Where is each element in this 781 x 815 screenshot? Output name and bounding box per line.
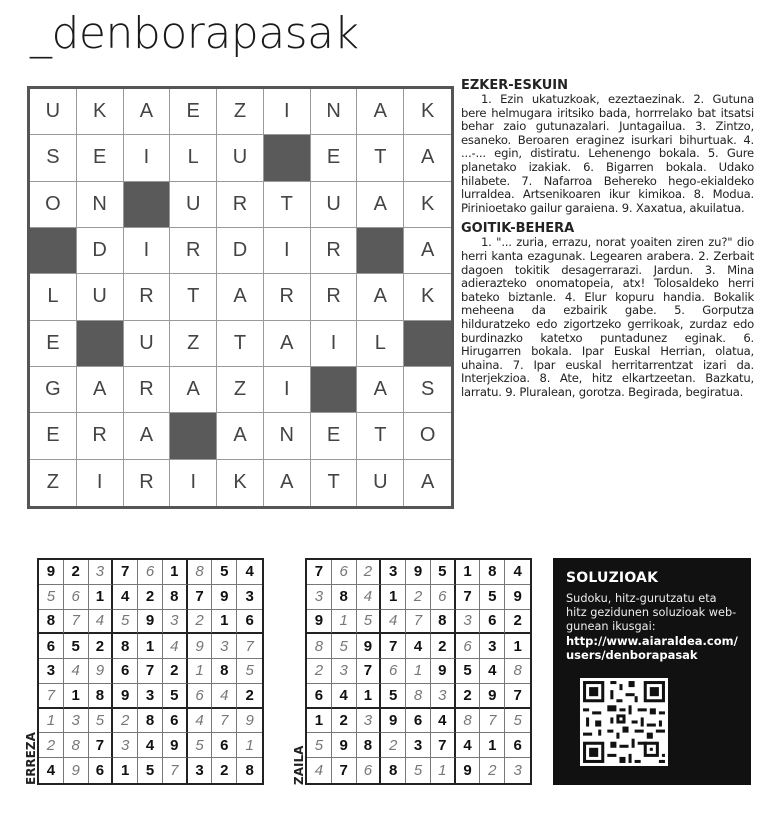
sudoku-cell: 2 bbox=[138, 585, 163, 610]
crossword-cell: T bbox=[170, 274, 217, 320]
sudoku-cell: 3 bbox=[163, 610, 188, 635]
crossword-cell: A bbox=[264, 321, 311, 367]
crossword-cell: U bbox=[311, 182, 358, 228]
sudoku-cell: 2 bbox=[406, 585, 431, 610]
crossword-cell: R bbox=[124, 274, 171, 320]
sudoku-cell: 7 bbox=[332, 758, 357, 783]
sudoku-cell: 9 bbox=[357, 634, 382, 659]
sudoku-cell: 6 bbox=[480, 610, 505, 635]
sudoku-cell: 1 bbox=[138, 634, 163, 659]
sudoku-cell: 1 bbox=[480, 733, 505, 758]
crossword-cell: I bbox=[311, 321, 358, 367]
crossword-cell: A bbox=[357, 367, 404, 413]
sudoku-cell: 1 bbox=[89, 585, 114, 610]
sudoku-cell: 1 bbox=[381, 585, 406, 610]
crossword-cell: R bbox=[217, 182, 264, 228]
sudoku-cell: 1 bbox=[188, 659, 213, 684]
sudoku-cell: 8 bbox=[505, 659, 530, 684]
sudoku-cell: 5 bbox=[89, 709, 114, 734]
crossword-cell: R bbox=[264, 274, 311, 320]
sudoku-cell: 9 bbox=[307, 610, 332, 635]
crossword-cell: U bbox=[217, 135, 264, 181]
sudoku-cell: 9 bbox=[113, 684, 138, 709]
crossword-cell: L bbox=[357, 321, 404, 367]
sudoku-cell: 3 bbox=[456, 610, 481, 635]
sudoku-cell: 4 bbox=[237, 560, 262, 585]
sudoku-cell: 2 bbox=[431, 634, 456, 659]
sudoku-cell: 5 bbox=[406, 758, 431, 783]
crossword-cell: E bbox=[77, 135, 124, 181]
crossword-cell: A bbox=[404, 135, 451, 181]
sudoku-cell: 9 bbox=[456, 758, 481, 783]
sudoku-cell: 6 bbox=[163, 709, 188, 734]
sudoku-cell: 8 bbox=[357, 733, 382, 758]
sudoku-cell: 9 bbox=[431, 659, 456, 684]
sudoku-cell: 4 bbox=[480, 659, 505, 684]
sudoku-cell: 6 bbox=[188, 684, 213, 709]
crossword-black-cell bbox=[264, 135, 311, 181]
sudoku-cell: 7 bbox=[64, 610, 89, 635]
sudoku-cell: 2 bbox=[307, 659, 332, 684]
sudoku-cell: 4 bbox=[113, 585, 138, 610]
sudoku-easy-grid bbox=[37, 558, 264, 785]
crossword-cell: G bbox=[30, 367, 77, 413]
crossword-cell: R bbox=[77, 413, 124, 459]
sudoku-cell: 3 bbox=[237, 585, 262, 610]
across-clues: 1. Ezin ukatuzkoak, ezeztaezinak. 2. Gutuna bere helmugara iritsiko bada, horrrelako bat itsatsi behar zaio gutunazalari. Juntagailua. 3. Zintzo, esaneko. Beroaren eraginez isurkari bihurtuak. 4. ...-... egin, distiratu. Lehenengo bokala. 5. Gure planetako izakiak. 6. Bigarren bokala. Udako hilabete. 7. Nafarroa Behereko hego-ekialdeko lurraldea. Artsenikoaren ikur kimikoa. 8. Modua. Pirinioetako gailur garaiena. 9. Xaxatua, akuilatua. bbox=[461, 92, 754, 215]
crossword-cell: A bbox=[357, 182, 404, 228]
crossword-black-cell bbox=[30, 228, 77, 274]
sudoku-cell: 8 bbox=[245, 762, 254, 780]
sudoku-cell: 5 bbox=[212, 560, 237, 585]
sudoku-cell: 1 bbox=[332, 610, 357, 635]
crossword-cell: L bbox=[30, 274, 77, 320]
sudoku-cell: 8 bbox=[138, 709, 163, 734]
sudoku-cell: 9 bbox=[163, 733, 188, 758]
sudoku-cell: 9 bbox=[188, 634, 213, 659]
sudoku-cell: 2 bbox=[505, 610, 530, 635]
sudoku-cell: 8 bbox=[480, 560, 505, 585]
crossword-cell: U bbox=[30, 89, 77, 135]
sudoku-cell: 8 bbox=[163, 585, 188, 610]
sudoku-cell: 4 bbox=[64, 659, 89, 684]
sudoku-cell: 6 bbox=[64, 585, 89, 610]
sudoku-cell: 7 bbox=[237, 634, 262, 659]
sudoku-cell: 9 bbox=[381, 709, 406, 734]
crossword-cell: T bbox=[357, 135, 404, 181]
sudoku-cell: 4 bbox=[505, 560, 530, 585]
sudoku-cell: 3 bbox=[480, 634, 505, 659]
sudoku-cell: 5 bbox=[188, 733, 213, 758]
crossword-cell: E bbox=[170, 89, 217, 135]
crossword-cell: R bbox=[311, 274, 358, 320]
crossword-cell: A bbox=[217, 413, 264, 459]
sudoku-cell: 8 bbox=[39, 610, 64, 635]
sudoku-hard-label: ZAILA bbox=[292, 745, 306, 785]
sudoku-cell: 2 bbox=[39, 733, 64, 758]
sudoku-cell: 8 bbox=[89, 684, 114, 709]
crossword-cell: O bbox=[30, 182, 77, 228]
down-clues: 1. "... zuria, errazu, norat yoaiten ziren zu?" dio herri kanta ezagunak. Legearen arabera. 2. Zerbait dagoen tokitik desagerrarazi. Jardun. 3. Mina adierazteko onomatopeia, atx! Tolosaldeko herri bateko biztanle. 4. Elur kopuru handia. Bokalik meheena da ezbairik gabe. 5. Gorputza hilduratzeko edo zigortzeko gerrikoak, zurdaz edo burdinazko katetxo puntadunez eginak. 6. Hirugarren bokala. Ipar Euskal Herrian, olatua, uhaina. 7. Ipar euskal herritarrentzat izari da. Interjekzioa. 8. Ate, hitz elkartzeetan. Bazkatu, larratu. 9. Pluralean, gorotza. Begirada, begiratua. bbox=[461, 235, 754, 399]
sudoku-cell: 3 bbox=[431, 684, 456, 709]
solutions-box bbox=[553, 558, 751, 785]
sudoku-cell: 7 bbox=[113, 560, 138, 585]
across-heading: EZKER-ESKUIN bbox=[461, 78, 569, 93]
sudoku-cell: 4 bbox=[381, 610, 406, 635]
crossword-black-cell bbox=[404, 321, 451, 367]
sudoku-cell: 4 bbox=[307, 758, 332, 783]
crossword-cell: R bbox=[124, 367, 171, 413]
sudoku-cell: 4 bbox=[89, 610, 114, 635]
sudoku-cell: 6 bbox=[456, 634, 481, 659]
crossword-cell: K bbox=[404, 274, 451, 320]
crossword-cell: Z bbox=[217, 367, 264, 413]
sudoku-cell: 2 bbox=[456, 684, 481, 709]
solutions-link[interactable]: http://www.aiaraldea.com/ users/denborapasak bbox=[566, 634, 738, 662]
sudoku-cell: 8 bbox=[431, 610, 456, 635]
sudoku-cell: 6 bbox=[332, 560, 357, 585]
crossword-cell: K bbox=[404, 89, 451, 135]
crossword-cell: R bbox=[170, 228, 217, 274]
sudoku-cell: 5 bbox=[431, 560, 456, 585]
sudoku-cell: 1 bbox=[406, 659, 431, 684]
crossword-cell: L bbox=[170, 135, 217, 181]
crossword-cell: T bbox=[311, 460, 358, 506]
crossword-cell: U bbox=[77, 274, 124, 320]
sudoku-cell: 7 bbox=[188, 585, 213, 610]
crossword-cell: Z bbox=[30, 460, 77, 506]
sudoku-cell: 7 bbox=[89, 733, 114, 758]
sudoku-cell: 1 bbox=[357, 684, 382, 709]
sudoku-cell: 9 bbox=[39, 560, 64, 585]
crossword-cell: A bbox=[357, 274, 404, 320]
sudoku-cell: 4 bbox=[431, 709, 456, 734]
crossword-cell: S bbox=[30, 135, 77, 181]
sudoku-cell: 8 bbox=[332, 585, 357, 610]
sudoku-cell: 8 bbox=[307, 634, 332, 659]
sudoku-cell: 2 bbox=[113, 709, 138, 734]
sudoku-cell: 9 bbox=[332, 733, 357, 758]
sudoku-cell: 7 bbox=[307, 560, 332, 585]
sudoku-cell: 1 bbox=[212, 610, 237, 635]
crossword-cell: U bbox=[170, 182, 217, 228]
crossword-grid bbox=[27, 86, 454, 509]
crossword-cell: D bbox=[77, 228, 124, 274]
crossword-cell: A bbox=[124, 89, 171, 135]
solutions-heading: SOLUZIOAK bbox=[566, 570, 659, 586]
crossword-cell: A bbox=[357, 89, 404, 135]
crossword-cell: E bbox=[30, 321, 77, 367]
sudoku-cell: 8 bbox=[381, 758, 406, 783]
sudoku-cell: 8 bbox=[64, 733, 89, 758]
crossword-black-cell bbox=[124, 182, 171, 228]
sudoku-cell: 9 bbox=[480, 684, 505, 709]
page-title: _denborapasak bbox=[30, 8, 359, 59]
sudoku-cell: 1 bbox=[307, 709, 332, 734]
crossword-cell: N bbox=[77, 182, 124, 228]
crossword-cell: E bbox=[311, 135, 358, 181]
sudoku-cell: 7 bbox=[163, 758, 188, 783]
sudoku-cell: 5 bbox=[505, 709, 530, 734]
sudoku-cell: 7 bbox=[480, 709, 505, 734]
sudoku-cell: 1 bbox=[456, 560, 481, 585]
crossword-cell: N bbox=[311, 89, 358, 135]
sudoku-cell: 4 bbox=[188, 709, 213, 734]
sudoku-cell: 8 bbox=[188, 560, 213, 585]
sudoku-cell: 7 bbox=[212, 709, 237, 734]
crossword-cell: K bbox=[77, 89, 124, 135]
sudoku-cell: 4 bbox=[163, 634, 188, 659]
crossword-cell: S bbox=[404, 367, 451, 413]
sudoku-cell: 9 bbox=[237, 709, 262, 734]
sudoku-cell: 9 bbox=[406, 560, 431, 585]
sudoku-cell: 7 bbox=[406, 610, 431, 635]
sudoku-cell: 8 bbox=[456, 709, 481, 734]
crossword-cell: T bbox=[264, 182, 311, 228]
crossword-cell: I bbox=[77, 460, 124, 506]
crossword-cell: A bbox=[404, 228, 451, 274]
sudoku-cell: 3 bbox=[64, 709, 89, 734]
sudoku-cell: 3 bbox=[307, 585, 332, 610]
sudoku-cell: 2 bbox=[212, 758, 237, 783]
crossword-black-cell bbox=[77, 321, 124, 367]
crossword-cell: A bbox=[217, 274, 264, 320]
sudoku-cell: 5 bbox=[39, 585, 64, 610]
crossword-cell: A bbox=[264, 460, 311, 506]
crossword-cell: R bbox=[311, 228, 358, 274]
sudoku-cell: 2 bbox=[381, 733, 406, 758]
sudoku-cell: 8 bbox=[212, 659, 237, 684]
crossword-cell: I bbox=[124, 228, 171, 274]
sudoku-cell: 6 bbox=[237, 610, 262, 635]
sudoku-cell: 4 bbox=[456, 733, 481, 758]
sudoku-cell: 5 bbox=[163, 684, 188, 709]
sudoku-cell: 5 bbox=[332, 634, 357, 659]
crossword-cell: D bbox=[217, 228, 264, 274]
sudoku-cell: 1 bbox=[113, 758, 138, 783]
sudoku-cell: 1 bbox=[431, 758, 456, 783]
sudoku-cell: 2 bbox=[480, 758, 505, 783]
crossword-cell: R bbox=[124, 460, 171, 506]
crossword-cell: U bbox=[124, 321, 171, 367]
sudoku-cell: 4 bbox=[406, 634, 431, 659]
sudoku-cell: 9 bbox=[505, 585, 530, 610]
crossword-cell: T bbox=[217, 321, 264, 367]
sudoku-cell: 6 bbox=[381, 659, 406, 684]
sudoku-cell: 3 bbox=[188, 758, 213, 783]
sudoku-cell: 5 bbox=[237, 659, 262, 684]
sudoku-cell: 5 bbox=[357, 610, 382, 635]
sudoku-cell: 3 bbox=[381, 560, 406, 585]
sudoku-cell: 4 bbox=[212, 684, 237, 709]
sudoku-cell: 3 bbox=[513, 762, 522, 780]
sudoku-cell: 7 bbox=[381, 634, 406, 659]
sudoku-cell: 6 bbox=[406, 709, 431, 734]
solutions-text: Sudoku, hitz-gurutzatu eta hitz gezidunen soluzioak web-gunean ikusgai: bbox=[566, 592, 737, 633]
sudoku-cell: 6 bbox=[39, 634, 64, 659]
sudoku-cell: 4 bbox=[39, 758, 64, 783]
sudoku-cell: 3 bbox=[89, 560, 114, 585]
crossword-black-cell bbox=[357, 228, 404, 274]
sudoku-cell: 3 bbox=[406, 733, 431, 758]
sudoku-cell: 6 bbox=[212, 733, 237, 758]
sudoku-cell: 6 bbox=[357, 758, 382, 783]
sudoku-cell: 6 bbox=[113, 659, 138, 684]
qr-code-icon[interactable] bbox=[580, 678, 668, 766]
sudoku-cell: 5 bbox=[480, 585, 505, 610]
sudoku-cell: 3 bbox=[332, 659, 357, 684]
sudoku-cell: 9 bbox=[212, 585, 237, 610]
crossword-cell: I bbox=[124, 135, 171, 181]
sudoku-cell: 5 bbox=[381, 684, 406, 709]
sudoku-cell: 9 bbox=[89, 659, 114, 684]
crossword-cell: E bbox=[311, 413, 358, 459]
sudoku-cell: 9 bbox=[138, 610, 163, 635]
sudoku-cell: 5 bbox=[64, 634, 89, 659]
crossword-cell: I bbox=[264, 228, 311, 274]
sudoku-cell: 6 bbox=[138, 560, 163, 585]
sudoku-cell: 2 bbox=[163, 659, 188, 684]
sudoku-easy-label: ERREZA bbox=[24, 732, 38, 785]
sudoku-cell: 3 bbox=[138, 684, 163, 709]
crossword-clues bbox=[461, 78, 754, 405]
sudoku-cell: 8 bbox=[406, 684, 431, 709]
sudoku-cell: 2 bbox=[89, 634, 114, 659]
sudoku-cell: 6 bbox=[307, 684, 332, 709]
crossword-cell: K bbox=[217, 460, 264, 506]
crossword-cell: Z bbox=[170, 321, 217, 367]
sudoku-hard-grid bbox=[305, 558, 532, 785]
sudoku-cell: 4 bbox=[138, 733, 163, 758]
sudoku-cell: 8 bbox=[113, 634, 138, 659]
sudoku-cell: 7 bbox=[431, 733, 456, 758]
sudoku-cell: 7 bbox=[39, 684, 64, 709]
crossword-cell: A bbox=[420, 471, 435, 494]
sudoku-cell: 7 bbox=[357, 659, 382, 684]
sudoku-cell: 5 bbox=[113, 610, 138, 635]
crossword-cell: Z bbox=[217, 89, 264, 135]
crossword-cell: I bbox=[264, 89, 311, 135]
sudoku-cell: 3 bbox=[357, 709, 382, 734]
sudoku-cell: 5 bbox=[307, 733, 332, 758]
crossword-cell: A bbox=[170, 367, 217, 413]
crossword-black-cell bbox=[170, 413, 217, 459]
sudoku-cell: 2 bbox=[332, 709, 357, 734]
sudoku-cell: 3 bbox=[113, 733, 138, 758]
sudoku-cell: 6 bbox=[89, 758, 114, 783]
crossword-black-cell bbox=[311, 367, 358, 413]
sudoku-cell: 1 bbox=[39, 709, 64, 734]
sudoku-cell: 4 bbox=[332, 684, 357, 709]
sudoku-cell: 6 bbox=[505, 733, 530, 758]
sudoku-cell: 5 bbox=[138, 758, 163, 783]
sudoku-cell: 1 bbox=[163, 560, 188, 585]
crossword-cell: A bbox=[77, 367, 124, 413]
sudoku-cell: 9 bbox=[64, 758, 89, 783]
crossword-cell: I bbox=[264, 367, 311, 413]
sudoku-cell: 2 bbox=[64, 560, 89, 585]
sudoku-cell: 4 bbox=[357, 585, 382, 610]
sudoku-cell: 2 bbox=[188, 610, 213, 635]
crossword-cell: A bbox=[124, 413, 171, 459]
sudoku-cell: 7 bbox=[138, 659, 163, 684]
sudoku-cell: 6 bbox=[431, 585, 456, 610]
sudoku-cell: 3 bbox=[39, 659, 64, 684]
sudoku-cell: 7 bbox=[505, 684, 530, 709]
sudoku-cell: 7 bbox=[456, 585, 481, 610]
sudoku-cell: 3 bbox=[212, 634, 237, 659]
crossword-cell: K bbox=[404, 182, 451, 228]
sudoku-cell: 5 bbox=[456, 659, 481, 684]
sudoku-cell: 2 bbox=[357, 560, 382, 585]
sudoku-cell: 1 bbox=[505, 634, 530, 659]
sudoku-cell: 2 bbox=[237, 684, 262, 709]
crossword-cell: O bbox=[404, 413, 451, 459]
crossword-cell: T bbox=[357, 413, 404, 459]
sudoku-cell: 1 bbox=[237, 733, 262, 758]
sudoku-cell: 1 bbox=[64, 684, 89, 709]
crossword-cell: I bbox=[170, 460, 217, 506]
down-heading: GOITIK-BEHERA bbox=[461, 221, 575, 237]
crossword-cell: E bbox=[30, 413, 77, 459]
crossword-cell: N bbox=[264, 413, 311, 459]
crossword-cell: U bbox=[357, 460, 404, 506]
